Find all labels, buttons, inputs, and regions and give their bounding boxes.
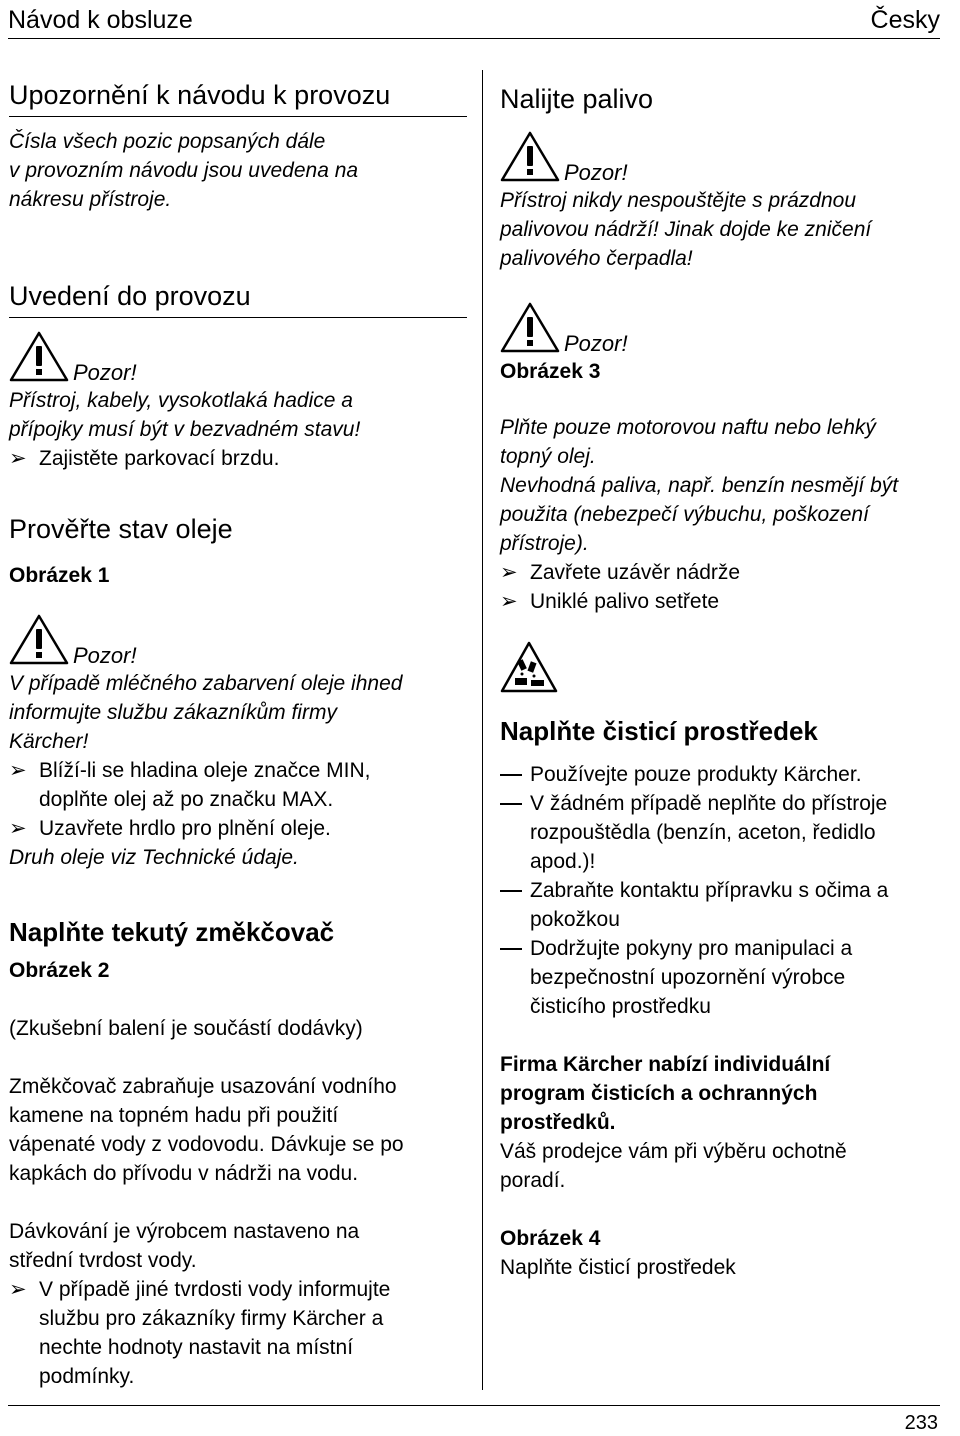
figure-reference: Obrázek 4 xyxy=(500,1227,601,1250)
section-title: Uvedení do provozu xyxy=(9,279,467,318)
warning-label: Pozor! xyxy=(73,360,137,385)
text-line: přístroje). xyxy=(500,532,589,555)
text-line: Dávkování je výrobcem nastaveno na xyxy=(9,1220,360,1243)
warning-label: Pozor! xyxy=(564,331,628,356)
figure-reference: Obrázek 1 xyxy=(9,564,110,587)
paragraph xyxy=(500,1137,950,1195)
text-line: Kärcher! xyxy=(9,730,89,753)
list-item-text: apod.)! xyxy=(530,850,596,873)
list-item-text: Zajistěte parkovací brzdu. xyxy=(39,447,280,470)
list-item-text: podmínky. xyxy=(39,1365,135,1388)
figure-reference: Obrázek 3 xyxy=(500,360,601,383)
list-item-text: Zabraňte kontaktu přípravku s očima a xyxy=(530,879,889,902)
section-startup xyxy=(9,279,467,473)
list-item xyxy=(9,1275,467,1391)
dash-list xyxy=(500,760,950,1021)
warning-text xyxy=(9,669,467,756)
arrowhead-bullet-icon: ➢ xyxy=(500,561,518,584)
page-number: 233 xyxy=(904,1412,938,1434)
list-item-text: Dodržujte pokyny pro manipulaci a xyxy=(530,937,853,960)
text-line: přípojky musí být v bezvadném stavu! xyxy=(9,418,361,441)
warning-triangle-icon xyxy=(9,330,69,382)
text-line: Nevhodná paliva, např. benzín nesmějí být xyxy=(500,474,899,497)
text-line: informujte službu zákazníkům firmy xyxy=(9,701,337,724)
warning-triangle-icon xyxy=(9,613,69,665)
text-line: kamene na topném hadu při použití xyxy=(9,1104,339,1127)
dash-bullet xyxy=(500,890,522,892)
warning-label: Pozor! xyxy=(73,643,137,668)
dash-bullet xyxy=(500,948,522,950)
list-item-text: bezpečnostní upozornění výrobce xyxy=(530,966,846,989)
paragraph xyxy=(9,1072,467,1188)
list-item xyxy=(500,558,950,587)
text-line: střední tvrdost vody. xyxy=(9,1249,197,1272)
list-item-text: nechte hodnoty nastavit na místní xyxy=(39,1336,354,1359)
list-item-text: rozpouštědla (benzín, aceton, ředidlo xyxy=(530,821,876,844)
list-item xyxy=(9,444,467,473)
list-item xyxy=(9,756,467,814)
warning-row xyxy=(9,607,467,668)
paragraph: (Zkušební balení je součástí dodávky) xyxy=(9,1017,363,1040)
note-text: Druh oleje viz Technické údaje. xyxy=(9,846,299,869)
text-line: program čisticích a ochranných xyxy=(500,1082,818,1105)
text-line: Váš prodejce vám při výběru ochotně xyxy=(500,1140,847,1163)
section-title: Naplňte čisticí prostředek xyxy=(500,716,818,746)
list-item-text: Uniklé palivo setřete xyxy=(530,590,720,613)
list-item-text: doplňte olej až po značku MAX. xyxy=(39,788,334,811)
column-divider xyxy=(482,70,483,1390)
section-operating-notes xyxy=(9,78,467,214)
arrowhead-bullet-icon: ➢ xyxy=(9,1278,27,1301)
text-line: palivového čerpadla! xyxy=(500,247,693,270)
list-item-text: službu pro zákazníky firmy Kärcher a xyxy=(39,1307,384,1330)
dash-bullet xyxy=(500,774,522,776)
warning-row xyxy=(500,295,950,356)
warning-text xyxy=(9,386,467,444)
warning-label: Pozor! xyxy=(564,160,628,185)
text-line: poradí. xyxy=(500,1169,566,1192)
text-line: Plňte pouze motorovou naftu nebo lehký xyxy=(500,416,876,439)
text-line: v provozním návodu jsou uvedena na xyxy=(9,159,359,182)
arrowhead-bullet-icon: ➢ xyxy=(9,759,27,782)
list-item-text: Používejte pouze produkty Kärcher. xyxy=(530,763,862,786)
figure-reference: Obrázek 2 xyxy=(9,959,110,982)
text-line: Přístroj nikdy nespouštějte s prázdnou xyxy=(500,189,857,212)
section-text xyxy=(9,127,467,214)
section-detergent xyxy=(500,714,950,1282)
text-line: nákresu přístroje. xyxy=(9,188,172,211)
section-title: Nalijte palivo xyxy=(500,84,654,114)
figure-caption: Naplňte čisticí prostředek xyxy=(500,1256,736,1279)
list-item-text: Blíží-li se hladina oleje značce MIN, xyxy=(39,759,371,782)
text-line: kapkách do přívodu v nádrži na vodu. xyxy=(9,1162,359,1185)
document-title: Návod k obsluze xyxy=(8,6,193,34)
warning-row xyxy=(500,124,950,185)
warning-triangle-icon xyxy=(500,130,560,182)
paragraph xyxy=(9,1217,467,1275)
section-title: Naplňte tekutý změkčovač xyxy=(9,917,335,947)
text-line: Čísla všech pozic popsaných dále xyxy=(9,130,326,153)
list-item xyxy=(500,760,950,789)
list-item xyxy=(9,814,467,843)
text-line: Změkčovač zabraňuje usazování vodního xyxy=(9,1075,397,1098)
arrowhead-bullet-icon: ➢ xyxy=(9,817,27,840)
warning-text xyxy=(500,186,950,273)
list-item xyxy=(500,934,950,1021)
section-fuel xyxy=(500,82,950,616)
list-item-text: čisticího prostředku xyxy=(530,995,711,1018)
list-item-text: pokožkou xyxy=(530,908,620,931)
text-line: Firma Kärcher nabízí individuální xyxy=(500,1053,831,1076)
list-item-text: Uzavřete hrdlo pro plnění oleje. xyxy=(39,817,331,840)
page-header xyxy=(8,4,940,39)
list-item xyxy=(500,587,950,616)
list-item-text: V žádném případě neplňte do přístroje xyxy=(530,792,888,815)
text-line: prostředků. xyxy=(500,1111,616,1134)
text-line: topný olej. xyxy=(500,445,596,468)
warning-row xyxy=(9,324,467,385)
section-oil-check xyxy=(9,512,467,872)
highlight-paragraph xyxy=(500,1050,950,1137)
dash-bullet xyxy=(500,803,522,805)
arrowhead-bullet-icon: ➢ xyxy=(500,590,518,613)
corrosive-hazard-icon xyxy=(500,640,558,699)
footer-rule xyxy=(8,1405,940,1406)
section-title: Upozornění k návodu k provozu xyxy=(9,78,467,117)
arrowhead-bullet-icon: ➢ xyxy=(9,447,27,470)
language-label: Česky xyxy=(870,6,940,34)
text-line: použita (nebezpečí výbuchu, poškození xyxy=(500,503,869,526)
text-line: vápenaté vody z vodovodu. Dávkuje se po xyxy=(9,1133,404,1156)
text-line: V případě mléčného zabarvení oleje ihned xyxy=(9,672,403,695)
list-item xyxy=(500,789,950,876)
section-title: Prověřte stav oleje xyxy=(9,514,233,544)
warning-text xyxy=(500,413,950,558)
list-item-text: V případě jiné tvrdosti vody informujte xyxy=(39,1278,391,1301)
text-line: Přístroj, kabely, vysokotlaká hadice a xyxy=(9,389,353,412)
list-item xyxy=(500,876,950,934)
warning-triangle-icon xyxy=(500,301,560,353)
section-softener xyxy=(9,915,467,1391)
text-line: palivovou nádrží! Jinak dojde ke zničení xyxy=(500,218,872,241)
list-item-text: Zavřete uzávěr nádrže xyxy=(530,561,741,584)
